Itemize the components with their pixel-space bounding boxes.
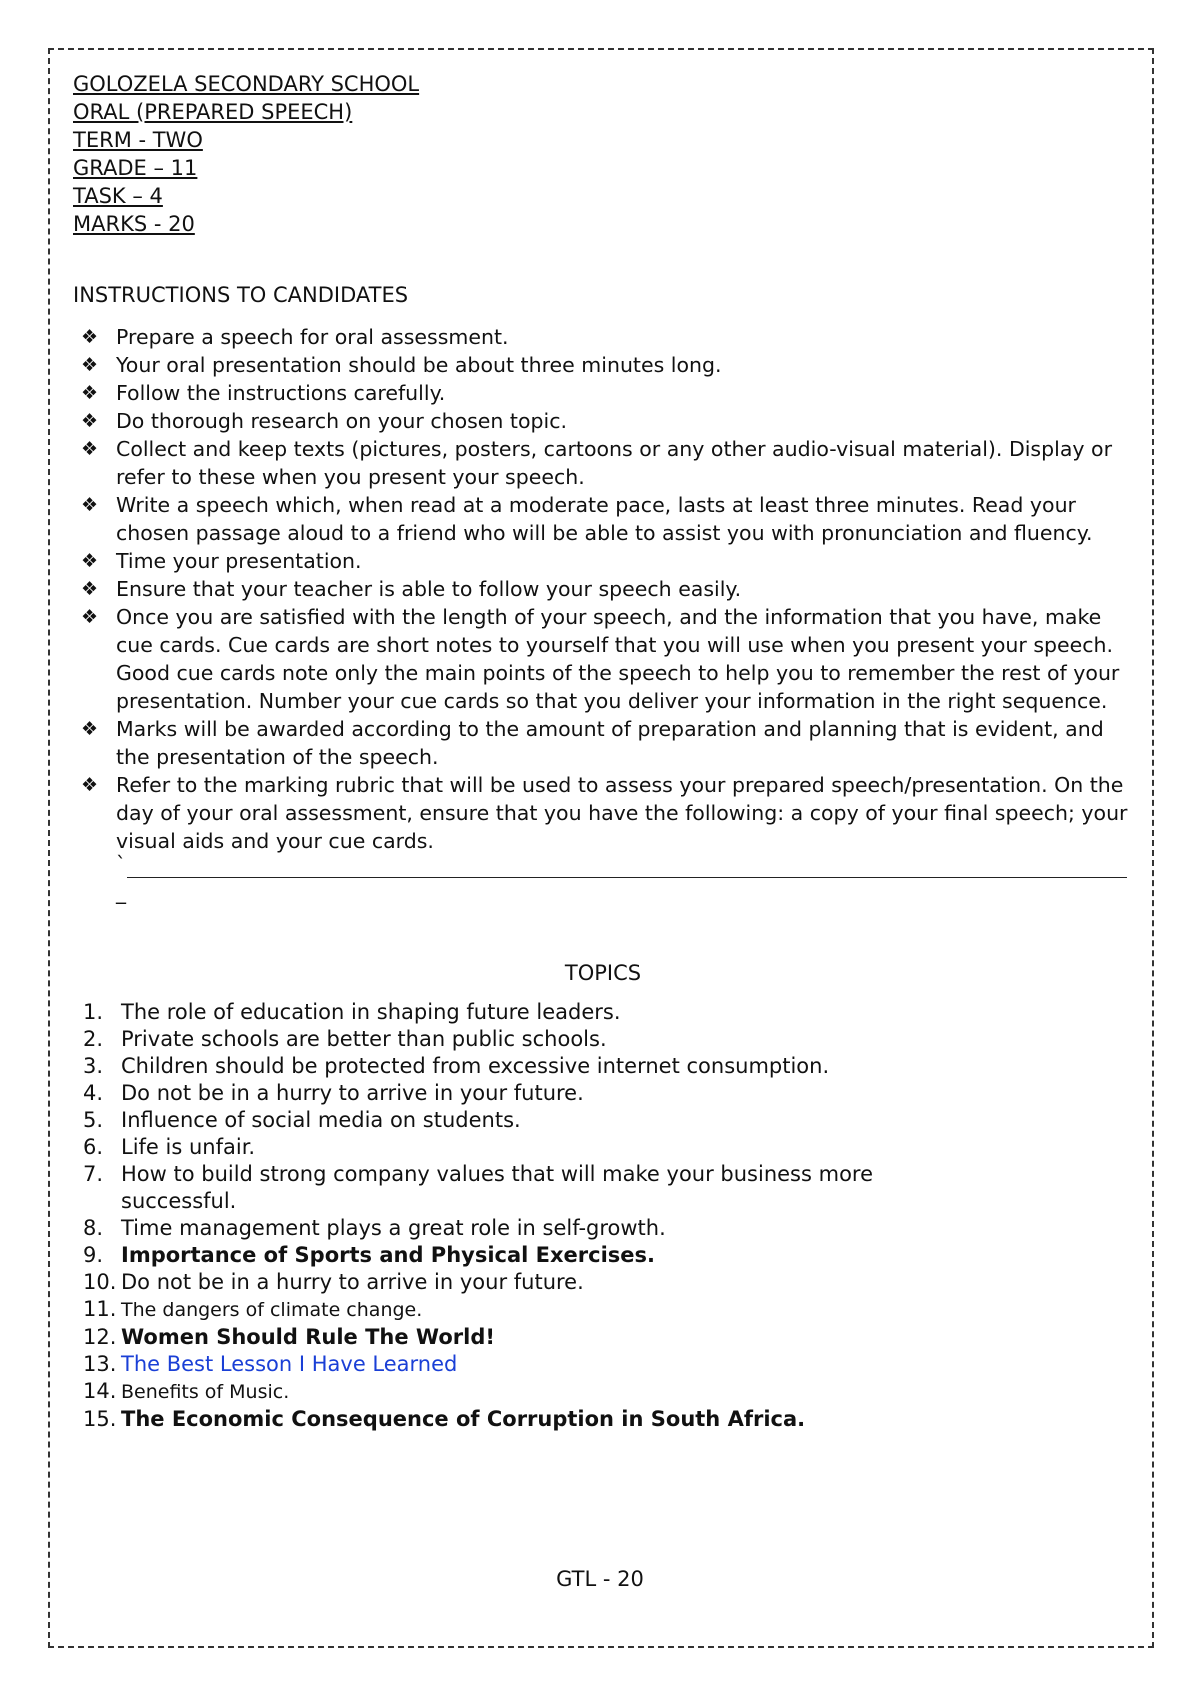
topics-title: TOPICS bbox=[564, 961, 642, 985]
topic-number: 14. bbox=[83, 1379, 117, 1403]
topic-item: 6. Life is unfair. bbox=[83, 1135, 256, 1159]
topic-number: 1. bbox=[83, 1000, 104, 1024]
topic-item: 2. Private schools are better than public schools. bbox=[83, 1027, 607, 1051]
topic-number: 4. bbox=[83, 1081, 104, 1105]
instruction-item: ❖ Do thorough research on your chosen topic. bbox=[81, 409, 567, 433]
assessment-type: ORAL (PREPARED SPEECH) bbox=[73, 100, 353, 124]
topic-item: 1. The role of education in shaping future leaders. bbox=[83, 1000, 621, 1024]
school-name: GOLOZELA SECONDARY SCHOOL bbox=[73, 72, 420, 96]
instruction-item: ❖ Follow the instructions carefully. bbox=[81, 381, 446, 405]
topic-item: 10. Do not be in a hurry to arrive in your future. bbox=[83, 1270, 584, 1294]
diamond-bullet-icon: ❖ bbox=[81, 550, 99, 572]
task: TASK – 4 bbox=[73, 184, 163, 208]
instruction-item: ❖ Your oral presentation should be about three minutes long. bbox=[81, 353, 722, 377]
topic-item: 4. Do not be in a hurry to arrive in your future. bbox=[83, 1081, 584, 1105]
topic-number: 13. bbox=[83, 1352, 117, 1376]
topic-number: 7. bbox=[83, 1162, 104, 1186]
instructions-list bbox=[73, 323, 1133, 855]
topic-number: 10. bbox=[83, 1270, 117, 1294]
topic-item: 3. Children should be protected from excessive internet consumption. bbox=[83, 1054, 830, 1078]
diamond-bullet-icon: ❖ bbox=[81, 326, 99, 348]
instructions-title: INSTRUCTIONS TO CANDIDATES bbox=[73, 283, 409, 307]
diamond-bullet-icon: ❖ bbox=[81, 718, 99, 740]
topic-item: 9. Importance of Sports and Physical Exercises. bbox=[83, 1243, 656, 1267]
topic-item: 14. Benefits of Music. bbox=[83, 1379, 290, 1403]
instruction-item: ❖ Refer to the marking rubric that will be used to assess your prepared speech/presentation. On the day of your oral assessment, ensure that you have the following: a copy of your final speech; your visual aids and your cue cards. bbox=[81, 773, 1128, 853]
instruction-item: ❖ Write a speech which, when read at a moderate pace, lasts at least three minutes. Read your chosen passage aloud to a friend who will be able to assist you with pronunciation and fluency. bbox=[81, 493, 1093, 545]
topic-number: 15. bbox=[83, 1407, 117, 1431]
stray-backtick: ` bbox=[116, 852, 126, 876]
grade: GRADE – 11 bbox=[73, 156, 198, 180]
footer-code: GTL - 20 bbox=[556, 1567, 644, 1591]
topic-number: 11. bbox=[83, 1297, 117, 1321]
diamond-bullet-icon: ❖ bbox=[81, 410, 99, 432]
instruction-item: ❖ Time your presentation. bbox=[81, 549, 362, 573]
document-body bbox=[73, 70, 1133, 1433]
instruction-item: ❖ Once you are satisfied with the length of your speech, and the information that you have, make cue cards. Cue cards are short notes to yourself that you will use when you present your speech. Good cue cards note only the main points of the speech to help you to remember the rest of your presentation. Number your cue cards so that you deliver your information in the right sequence. bbox=[81, 605, 1120, 713]
topic-number: 9. bbox=[83, 1243, 104, 1267]
diamond-bullet-icon: ❖ bbox=[81, 774, 99, 796]
diamond-bullet-icon: ❖ bbox=[81, 578, 99, 600]
topic-item: 5. Influence of social media on students. bbox=[83, 1108, 521, 1132]
instruction-item: ❖ Collect and keep texts (pictures, posters, cartoons or any other audio-visual material). Display or refer to these when you present your speech. bbox=[81, 437, 1113, 489]
marks: MARKS - 20 bbox=[73, 212, 195, 236]
topic-number: 6. bbox=[83, 1135, 104, 1159]
topic-item: 8. Time management plays a great role in self-growth. bbox=[83, 1216, 666, 1240]
header-block bbox=[73, 70, 1133, 238]
topic-number: 5. bbox=[83, 1108, 104, 1132]
topics-list bbox=[73, 999, 1133, 1433]
topic-item: 13. The Best Lesson I Have Learned bbox=[83, 1352, 458, 1376]
topic-item: 15. The Economic Consequence of Corruption in South Africa. bbox=[83, 1407, 806, 1431]
topic-number: 3. bbox=[83, 1054, 104, 1078]
diamond-bullet-icon: ❖ bbox=[81, 354, 99, 376]
diamond-bullet-icon: ❖ bbox=[81, 606, 99, 628]
topic-number: 12. bbox=[83, 1325, 117, 1349]
diamond-bullet-icon: ❖ bbox=[81, 382, 99, 404]
topic-item: 12. Women Should Rule The World! bbox=[83, 1325, 495, 1349]
stray-underscore: _ bbox=[116, 880, 126, 904]
topic-item: 11. The dangers of climate change. bbox=[83, 1297, 423, 1321]
instruction-item: ❖ Marks will be awarded according to the amount of preparation and planning that is evident, and the presentation of the speech. bbox=[81, 717, 1104, 769]
diamond-bullet-icon: ❖ bbox=[81, 438, 99, 460]
topic-item: 7. How to build strong company values that will make your business more successful. bbox=[83, 1162, 874, 1213]
topic-number: 8. bbox=[83, 1216, 104, 1240]
instruction-item: ❖ Prepare a speech for oral assessment. bbox=[81, 325, 509, 349]
term: TERM - TWO bbox=[73, 128, 203, 152]
topic-number: 2. bbox=[83, 1027, 104, 1051]
diamond-bullet-icon: ❖ bbox=[81, 494, 99, 516]
instruction-item: ❖ Ensure that your teacher is able to follow your speech easily. bbox=[81, 577, 742, 601]
